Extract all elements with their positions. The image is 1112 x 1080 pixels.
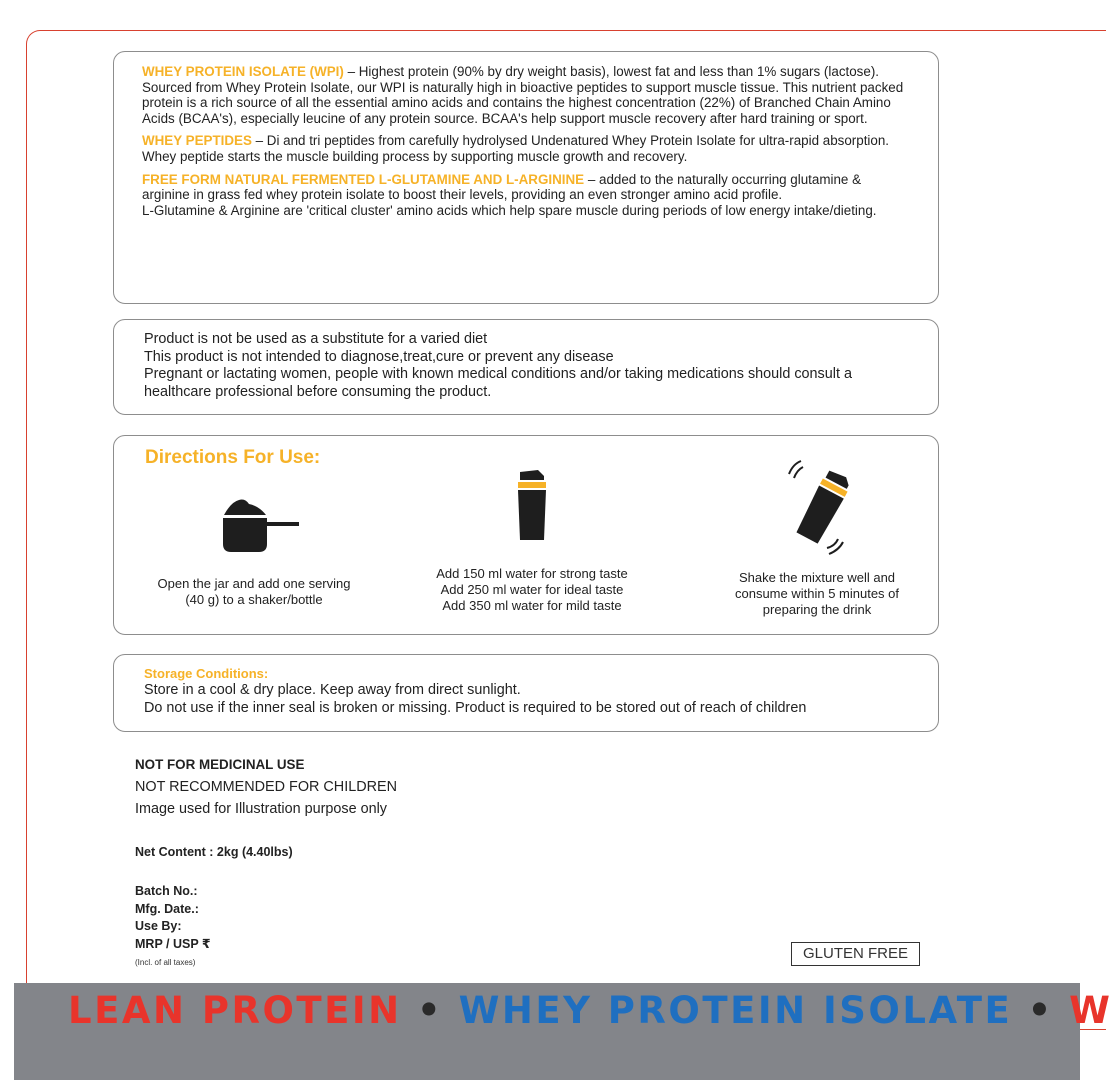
direction-step-2 bbox=[412, 468, 652, 614]
directions-title: Directions For Use: bbox=[145, 447, 321, 468]
warning-line: Product is not be used as a substitute for a varied diet bbox=[144, 331, 488, 347]
not-for-children-note: NOT RECOMMENDED FOR CHILDREN bbox=[135, 779, 397, 795]
step-line: Add 150 ml water for strong taste bbox=[436, 566, 628, 581]
step-line: consume within 5 minutes of bbox=[734, 586, 900, 601]
storage-box bbox=[113, 654, 939, 732]
ingredient-text: – Di and tri peptides from carefully hydrolysed Undenatured Whey Protein Isolate for ultra-rapid absorption. Whey peptide starts the muscle building process by supporting muscle growth and recovery. bbox=[142, 133, 890, 164]
mrp: MRP / USP ₹ bbox=[135, 936, 211, 951]
step-line: Add 350 ml water for mild taste bbox=[442, 598, 622, 613]
banner-separator: • bbox=[1012, 989, 1070, 1032]
shaker-bottle-icon bbox=[512, 468, 552, 542]
use-by: Use By: bbox=[135, 919, 182, 933]
step-line: (40 g) to a shaker/bottle bbox=[185, 592, 323, 607]
banner-continuation: W bbox=[1069, 989, 1112, 1032]
gluten-free-badge: GLUTEN FREE bbox=[791, 942, 920, 966]
ingredient-heading: WHEY PEPTIDES bbox=[142, 133, 252, 149]
banner-text bbox=[68, 989, 1112, 1032]
batch-info bbox=[135, 883, 211, 953]
net-content: Net Content : 2kg (4.40lbs) bbox=[135, 845, 293, 859]
step-line: Open the jar and add one serving bbox=[157, 576, 351, 591]
bottom-banner bbox=[14, 983, 1112, 1080]
step-line: preparing the drink bbox=[762, 602, 872, 617]
not-medicinal-note: NOT FOR MEDICINAL USE bbox=[135, 757, 305, 772]
scoop-icon bbox=[209, 496, 299, 558]
ingredient-glutamine bbox=[142, 172, 912, 219]
storage-line: Store in a cool & dry place. Keep away from direct sunlight. bbox=[144, 682, 521, 698]
warnings-box bbox=[113, 319, 939, 415]
ingredients-box bbox=[113, 51, 939, 304]
shaking-bottle-icon bbox=[779, 458, 855, 558]
ingredient-text: – Highest protein (90% by dry weight basis), lowest fat and less than 1% sugars (lactose). Sourced from Whey Protein Isolate, our WPI is naturally high in bioactive peptides to support muscle tissue. This nutrient packed protein is a rich source of all the essential amino acids and contains the highest concentration (22%) of Branched Chain Amino Acids (BCAA's), especially leucine of any protein source. BCAA's help support muscle recovery after hard training or sport. bbox=[142, 64, 904, 126]
illustration-note: Image used for Illustration purpose only bbox=[135, 801, 387, 817]
banner-whey-isolate: WHEY PROTEIN ISOLATE bbox=[458, 989, 1013, 1032]
ingredient-heading: WHEY PROTEIN ISOLATE (WPI) bbox=[142, 64, 344, 79]
ingredient-peptides bbox=[142, 133, 912, 164]
banner-separator: • bbox=[401, 989, 459, 1032]
direction-step-1 bbox=[134, 496, 374, 608]
banner-lean-protein: LEAN PROTEIN bbox=[68, 989, 402, 1032]
step-line: Shake the mixture well and bbox=[738, 570, 896, 585]
warning-line: Pregnant or lactating women, people with known medical conditions and/or taking medications should consult a healthcare professional before consuming the product. bbox=[144, 366, 852, 400]
ingredient-heading: FREE FORM NATURAL FERMENTED L-GLUTAMINE AND L-ARGININE bbox=[142, 171, 585, 187]
direction-step-3 bbox=[697, 458, 937, 618]
ingredient-extra: L-Glutamine & Arginine are 'critical cluster' amino acids which help spare muscle during periods of low energy intake/dieting. bbox=[142, 202, 877, 218]
ingredient-text: – added to the naturally occurring glutamine & arginine in grass fed whey protein isolate to boost their levels, providing an even stronger amino acid profile. bbox=[142, 171, 862, 203]
taxes-note: (Incl. of all taxes) bbox=[135, 958, 196, 967]
batch-no: Batch No.: bbox=[135, 884, 198, 898]
directions-box bbox=[113, 435, 939, 635]
step-line: Add 250 ml water for ideal taste bbox=[440, 582, 624, 597]
ingredient-wpi bbox=[142, 64, 912, 126]
storage-title: Storage Conditions: bbox=[144, 666, 269, 681]
storage-line: Do not use if the inner seal is broken or missing. Product is required to be stored out of reach of children bbox=[144, 700, 807, 716]
mfg-date: Mfg. Date.: bbox=[135, 901, 199, 916]
warning-line: This product is not intended to diagnose,treat,cure or prevent any disease bbox=[144, 348, 614, 365]
